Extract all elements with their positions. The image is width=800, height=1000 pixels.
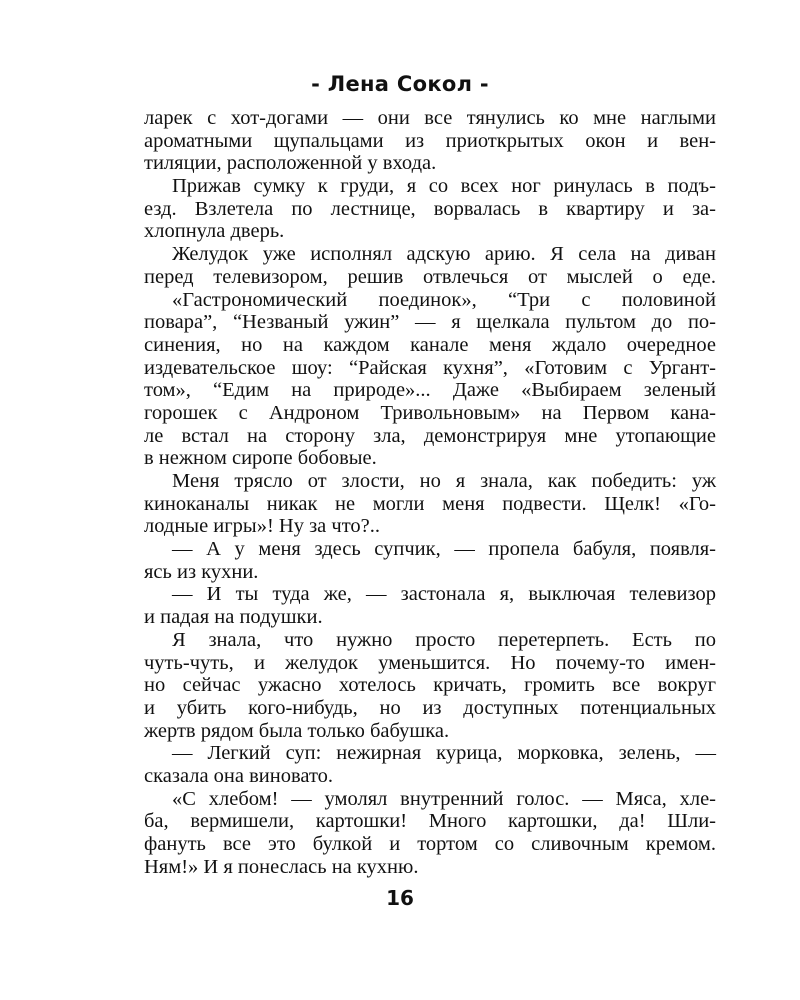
text-line: сказала она виновато. <box>144 764 334 787</box>
text-line: «С хлебом! — умолял внутренний голос. — Мяса, хле- <box>172 787 716 810</box>
text-line: тиляции, расположенной у входа. <box>144 152 437 175</box>
text-line: Меня трясло от злости, но я знала, как победить: уж <box>172 470 716 492</box>
text-line: повара”, “Незваный ужин” — я щелкала пультом до по- <box>144 311 716 334</box>
text-line: синения, но на каждом канале меня ждало очередное <box>144 333 716 356</box>
text-line: и падая на подушки. <box>144 606 323 629</box>
text-line: — Легкий суп: нежирная курица, морковка, зелень, — <box>172 742 716 765</box>
text-line: том», “Едим на природе»... Даже «Выбираем зеленый <box>144 379 716 402</box>
text-line: жертв рядом была только бабушка. <box>144 719 450 742</box>
text-line: киноканалы никак не могли меня подвести. Щелк! «Го- <box>144 492 716 515</box>
text-line: чуть-чуть, и желудок уменьшится. Но почему-то имен- <box>144 651 716 674</box>
text-line: «Гастрономический поединок», “Три с половиной <box>172 288 716 311</box>
text-line: ле встал на сторону зла, демонстрируя мне утопающие <box>144 424 716 447</box>
text-line: — А у меня здесь супчик, — пропела бабуля, появля- <box>172 538 716 561</box>
text-line: ларек с хот-догами — они все тянулись ко мне наглыми <box>144 107 716 129</box>
text-line: и убить кого-нибудь, но из доступных потенциальных <box>144 696 716 719</box>
text-line: Прижав сумку к груди, я со всех ног ринулась в подъ- <box>172 175 716 198</box>
text-line: ясь из кухни. <box>144 560 259 583</box>
text-line: — И ты туда же, — застонала я, выключая телевизор <box>172 583 716 606</box>
running-header: - Лена Сокол - <box>311 72 489 96</box>
text-line: перед телевизором, решив отвлечься от мыслей о еде. <box>144 265 716 288</box>
text-line: в нежном сиропе бобовые. <box>144 447 377 470</box>
text-line: ба, вермишели, картошки! Много картошки, да! Шли- <box>144 810 716 833</box>
text-line: езд. Взлетела по лестнице, ворвалась в квартиру и за- <box>144 197 716 220</box>
text-line: горошек с Андроном Тривольновым» на Первом кана- <box>144 401 716 424</box>
page-number: 16 <box>386 886 414 910</box>
body-text <box>144 107 716 878</box>
text-line: лодные игры»! Ну за что?.. <box>144 515 380 538</box>
text-line: фануть все это булкой и тортом со сливочным кремом. <box>144 833 716 855</box>
text-line: ароматными щупальцами из приоткрытых окон и вен- <box>144 129 716 152</box>
text-line: Ням!» И я понеслась на кухню. <box>144 855 419 878</box>
text-line: но сейчас ужасно хотелось кричать, громить все вокруг <box>144 674 716 697</box>
text-line: хлопнула дверь. <box>144 220 285 243</box>
text-line: Я знала, что нужно просто перетерпеть. Есть по <box>172 628 716 651</box>
text-line: Желудок уже исполнял адскую арию. Я села на диван <box>172 243 716 266</box>
text-line: издевательское шоу: “Райская кухня”, «Готовим с Ургант- <box>144 356 716 379</box>
